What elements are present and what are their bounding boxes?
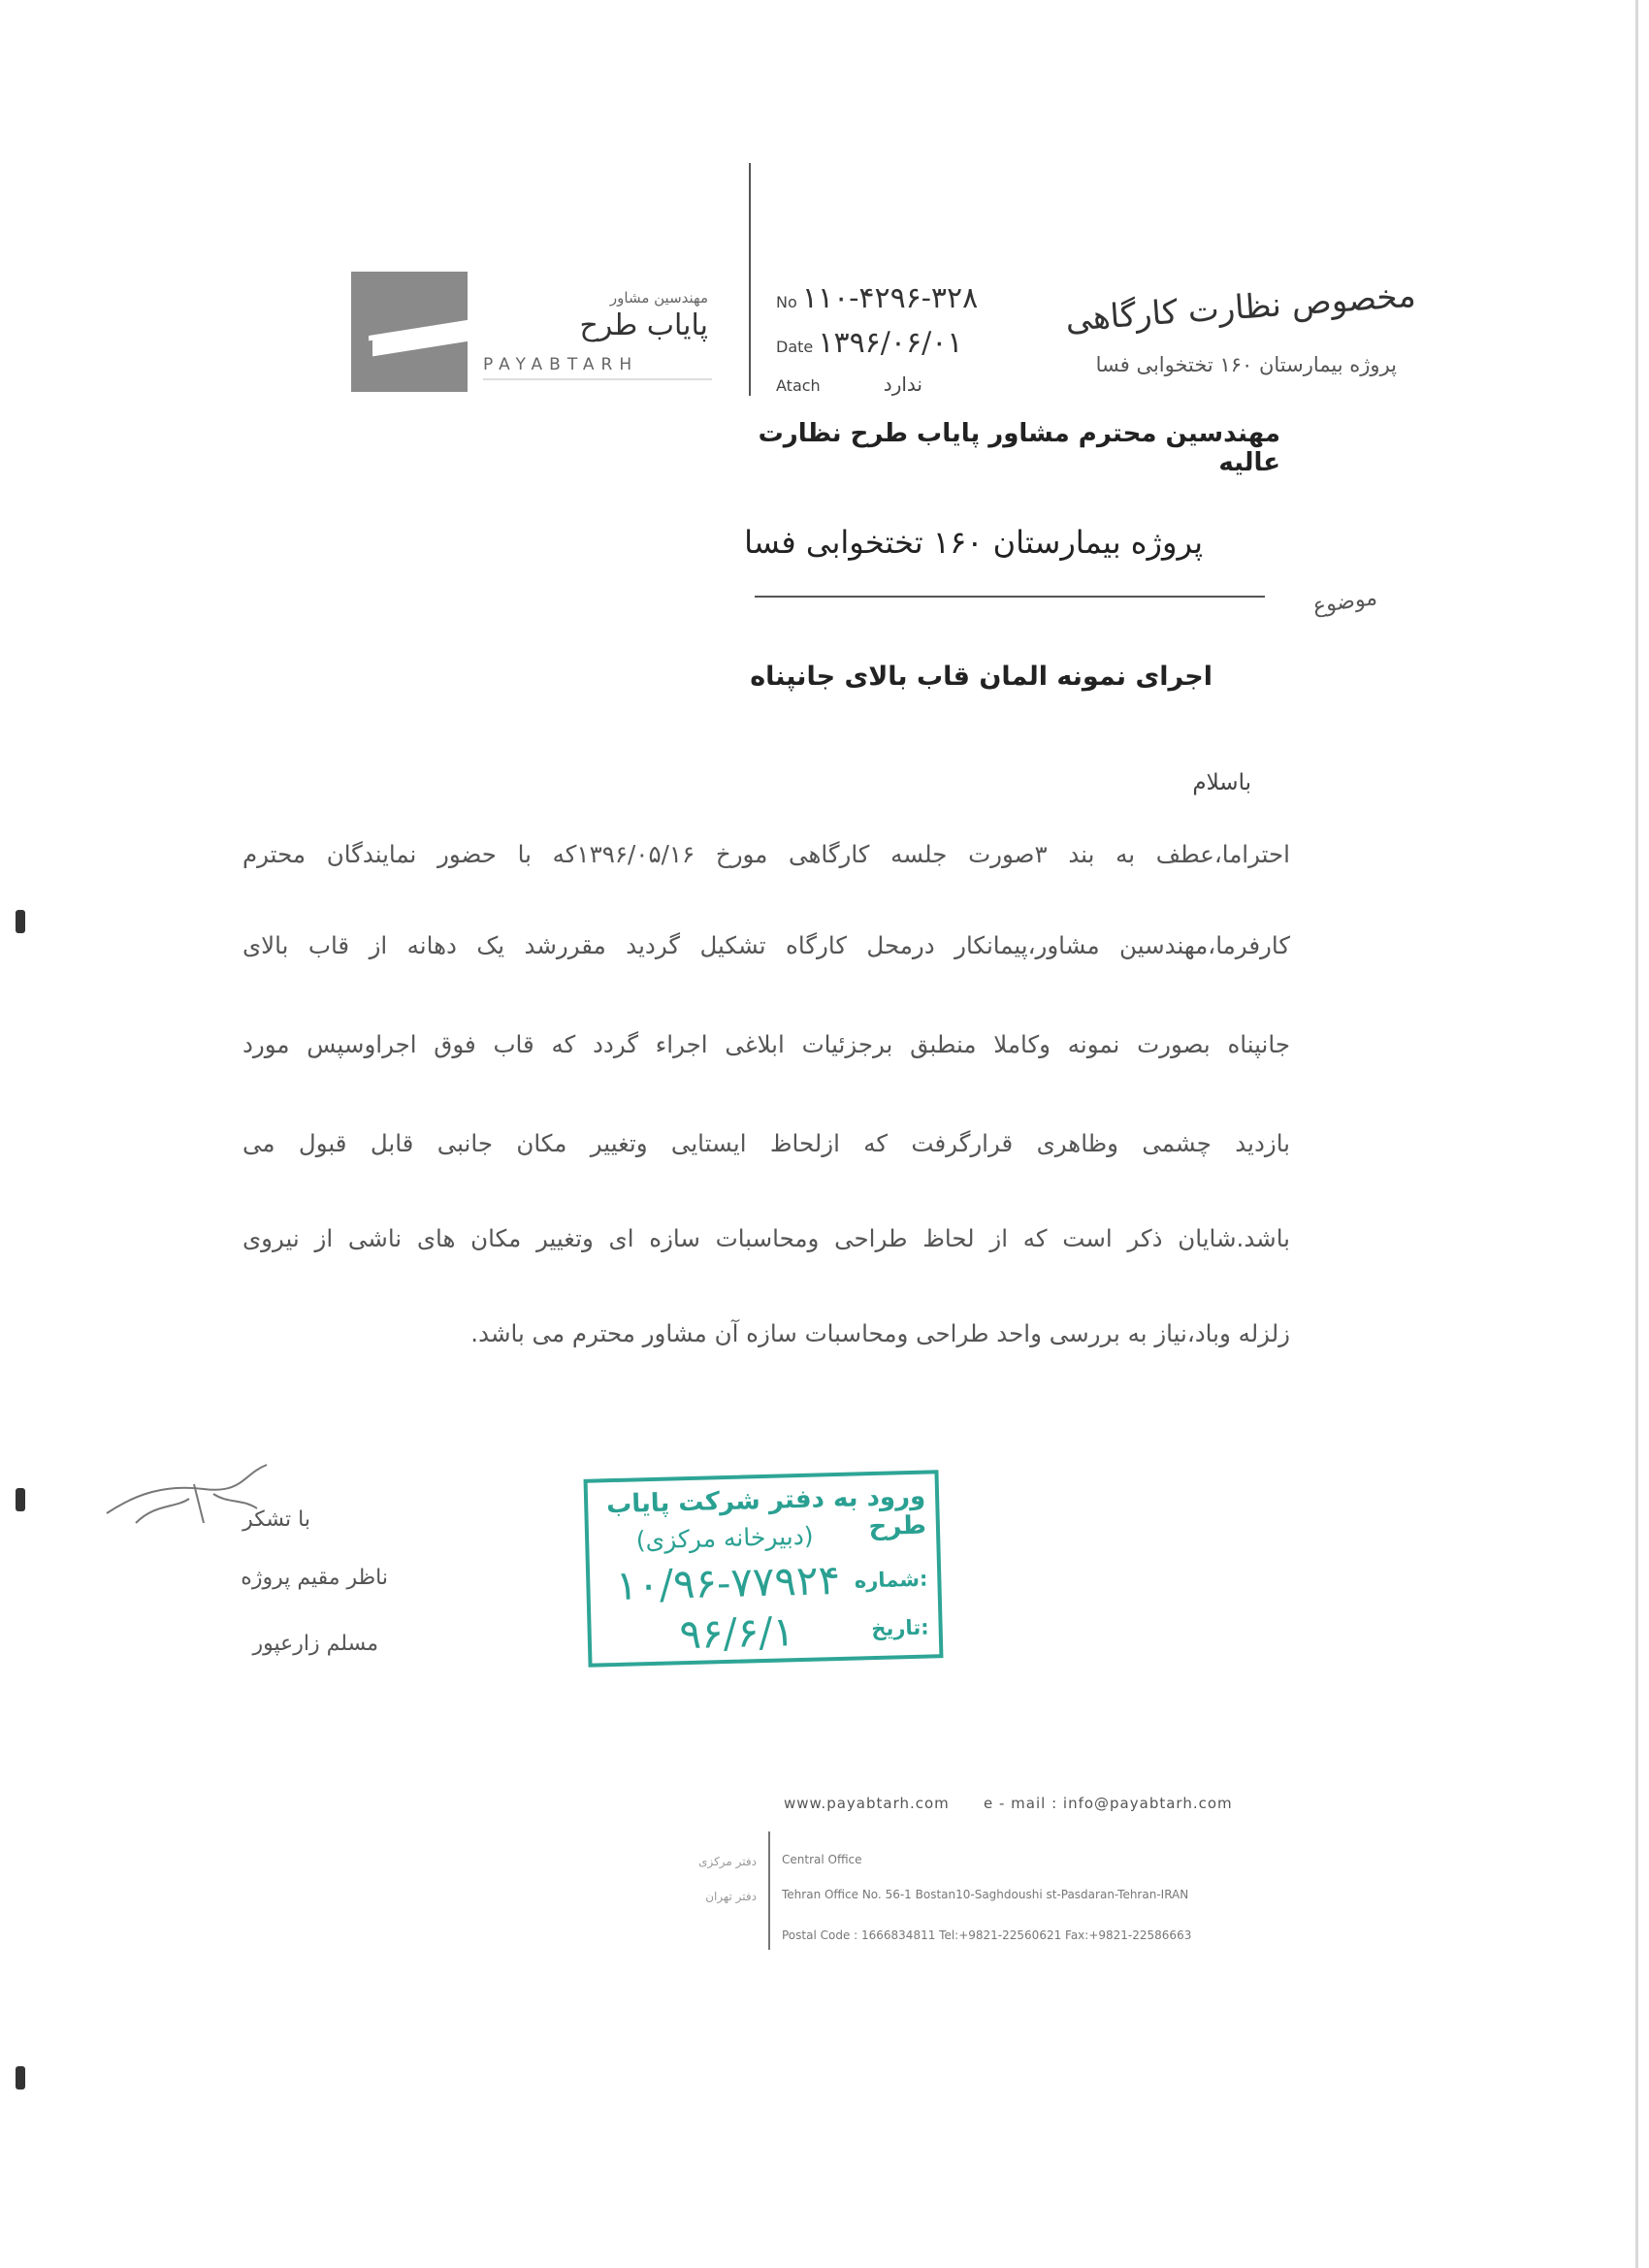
header-project-line: پروژه بیمارستان ۱۶۰ تختخوابی فسا [1095,353,1397,376]
footer-contact: Postal Code : 1666834811 Tel:+9821-22560621 Fax:+9821-22586663 [782,1928,1192,1942]
letter-number [776,281,978,315]
date-label: Date [776,338,814,356]
attach-label: Atach [776,376,821,395]
subject-line: اجرای نمونه المان قاب بالای جانپناه [750,662,1212,692]
project-underline [755,596,1265,598]
footer-email: e - mail : info@payabtarh.com [984,1795,1233,1812]
project-title: پروژه بیمارستان ۱۶۰ تختخوابی فسا [744,524,1203,561]
stamp-number-value: ۱۰/۹۶-۷۷۹۲۴ [615,1555,841,1609]
letter-date [776,326,962,360]
date-value: ۱۳۹۶/۰۶/۰۱ [818,326,963,360]
footer-website: www.payabtarh.com [784,1795,950,1812]
footer-tehran-office-fa: دفتر تهران [705,1890,757,1903]
receipt-stamp [584,1470,944,1668]
signature-closing: با تشکر [242,1507,310,1532]
body-line: بازدید چشمی وظاهری قرارگرفت که ازلحاظ ایستایی وتغییر مکان جانبی قابل قبول می [242,1129,1290,1157]
body-line: کارفرما،مهندسین مشاور،پیمانکار درمحل کارگاه تشکیل گردید مقررشد یک دهانه از قاب بالای [242,931,1290,959]
stamp-line1: ورود به دفتر شرکت پایاب طرح [605,1481,927,1542]
logo-company-small: مهندسین مشاور [609,289,708,307]
signature-role: ناظر مقیم پروژه [241,1566,388,1590]
punch-hole [16,910,25,933]
letter-attach [776,373,922,396]
stamp-date-label: تاریخ: [871,1615,929,1641]
header-divider [749,163,751,396]
footer-central-office: Central Office [782,1853,862,1866]
punch-hole [16,2066,25,2090]
signature-name: مسلم زارعپور [252,1632,378,1656]
body-line: زلزله وباد،نیاز به بررسی واحد طراحی ومحاسبات سازه آن مشاور محترم می باشد. [470,1319,1290,1347]
footer-tehran-office: Tehran Office No. 56-1 Bostan10-Saghdoushi st-Pasdaran-Tehran-IRAN [782,1888,1189,1901]
greeting: باسلام [1192,770,1251,795]
attach-value: ندارد [883,373,922,396]
stamp-date-value: ۹۶/۶/۱ [678,1607,795,1659]
handwritten-title: مخصوص نظارت کارگاهی [1064,275,1417,340]
number-value: ۱۱۰-۴۲۹۶-۳۲۸ [801,281,979,315]
handwritten-note: موضوع [1311,585,1379,619]
footer-divider [768,1831,770,1950]
number-label: No [776,293,797,311]
body-line: باشد.شایان ذکر است که از لحاظ طراحی ومحاسبات سازه ای وتغییر مکان های ناشی از نیروی [242,1224,1290,1252]
addressee: مهندسین محترم مشاور پایاب طرح نظارت عالیه [758,419,1280,477]
footer-central-office-fa: دفتر مرکزی [698,1855,757,1868]
logo-divider [483,378,712,380]
company-logo [351,272,468,392]
punch-hole [16,1488,25,1511]
body-line: احتراما،عطف به بند ۳صورت جلسه کارگاهی مورخ ۱۳۹۶/۰۵/۱۶که با حضور نمایندگان محترم [242,840,1290,868]
logo-company-en: PAYABTARH [483,355,639,374]
stamp-line2: (دبیرخانه مرکزی) [635,1521,814,1555]
stamp-number-label: شماره: [854,1567,928,1593]
body-line: جانپناه بصورت نمونه وکاملا منطبق برجزئیات ابلاغی اجراء گردد که قاب فوق اجراوسپس مورد [242,1030,1290,1058]
logo-company-fa: پایاب طرح [579,308,708,342]
